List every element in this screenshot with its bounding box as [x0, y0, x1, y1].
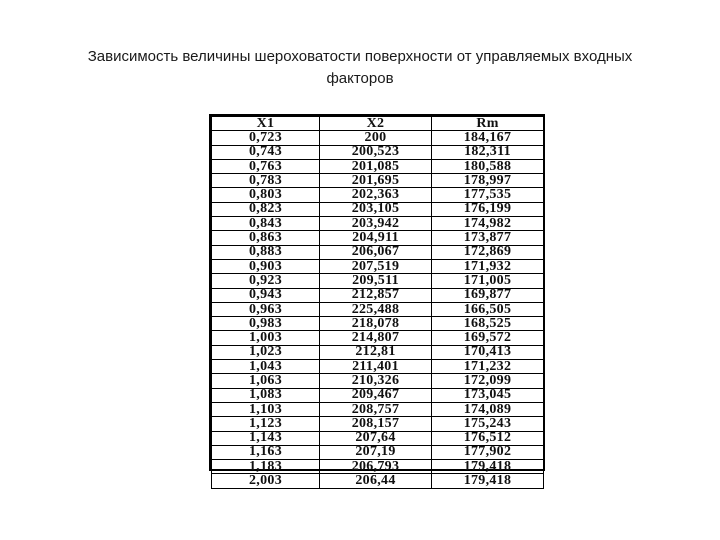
- table-row: [212, 360, 544, 374]
- table-cell-rm: 180,588: [432, 159, 544, 173]
- table-cell-x2: 203,105: [320, 202, 432, 216]
- table-cell-x2: 207,519: [320, 259, 432, 273]
- table-header: [212, 117, 544, 131]
- table-header-row: [212, 117, 544, 131]
- table-row: [212, 460, 544, 474]
- table-row: [212, 259, 544, 273]
- table-cell-rm: 171,232: [432, 360, 544, 374]
- table-cell-rm: 166,505: [432, 302, 544, 316]
- table-cell-x1: 1,043: [212, 360, 320, 374]
- table-cell-x2: 210,326: [320, 374, 432, 388]
- table-row: [212, 388, 544, 402]
- table-cell-rm: 174,982: [432, 217, 544, 231]
- table-row: [212, 402, 544, 416]
- table-cell-x2: 200,523: [320, 145, 432, 159]
- column-header-x2: X2: [320, 117, 432, 131]
- table-cell-x2: 201,695: [320, 174, 432, 188]
- table-cell-rm: 176,199: [432, 202, 544, 216]
- table-cell-x1: 0,923: [212, 274, 320, 288]
- table-cell-x1: 0,863: [212, 231, 320, 245]
- table-cell-rm: 169,877: [432, 288, 544, 302]
- table-cell-rm: 184,167: [432, 131, 544, 145]
- table-cell-x1: 1,083: [212, 388, 320, 402]
- table-cell-rm: 171,005: [432, 274, 544, 288]
- table-cell-rm: 173,045: [432, 388, 544, 402]
- table-cell-x2: 202,363: [320, 188, 432, 202]
- table-row: [212, 288, 544, 302]
- table-cell-x2: 214,807: [320, 331, 432, 345]
- table-cell-x2: 225,488: [320, 302, 432, 316]
- table-cell-x2: 218,078: [320, 317, 432, 331]
- table-cell-x2: 209,467: [320, 388, 432, 402]
- table-cell-x1: 1,143: [212, 431, 320, 445]
- table-cell-x2: 211,401: [320, 360, 432, 374]
- table-cell-rm: 177,535: [432, 188, 544, 202]
- table-cell-x2: 203,942: [320, 217, 432, 231]
- table-row: [212, 217, 544, 231]
- table-cell-x1: 0,883: [212, 245, 320, 259]
- table-row: [212, 159, 544, 173]
- table-cell-rm: 179,418: [432, 460, 544, 474]
- table-cell-x2: 204,911: [320, 231, 432, 245]
- table-row: [212, 274, 544, 288]
- table-cell-x1: 0,743: [212, 145, 320, 159]
- table-cell-x1: 0,723: [212, 131, 320, 145]
- table-cell-rm: 179,418: [432, 474, 544, 488]
- table-cell-rm: 174,089: [432, 402, 544, 416]
- table-cell-x1: 1,183: [212, 460, 320, 474]
- table-row: [212, 231, 544, 245]
- table-cell-rm: 178,997: [432, 174, 544, 188]
- table-cell-x1: 0,843: [212, 217, 320, 231]
- table-cell-x1: 0,983: [212, 317, 320, 331]
- data-table: [211, 116, 544, 489]
- table-body: [212, 131, 544, 488]
- table-row: [212, 474, 544, 488]
- table-row: [212, 188, 544, 202]
- table-row: [212, 145, 544, 159]
- page-title-line-2: факторов: [326, 70, 394, 87]
- table-cell-x1: 0,783: [212, 174, 320, 188]
- table-row: [212, 202, 544, 216]
- table-cell-rm: 170,413: [432, 345, 544, 359]
- table-cell-rm: 169,572: [432, 331, 544, 345]
- table-cell-x1: 1,063: [212, 374, 320, 388]
- table-row: [212, 174, 544, 188]
- table-cell-rm: 182,311: [432, 145, 544, 159]
- page-title: [40, 46, 680, 90]
- table-row: [212, 131, 544, 145]
- table-cell-x2: 208,757: [320, 402, 432, 416]
- table-row: [212, 374, 544, 388]
- table-cell-rm: 171,932: [432, 259, 544, 273]
- table-row: [212, 431, 544, 445]
- column-header-x1: X1: [212, 117, 320, 131]
- table-row: [212, 245, 544, 259]
- table-cell-x1: 0,803: [212, 188, 320, 202]
- table-row: [212, 331, 544, 345]
- table-cell-rm: 175,243: [432, 417, 544, 431]
- table-row: [212, 445, 544, 459]
- table-cell-x1: 1,123: [212, 417, 320, 431]
- table-cell-x2: 206,067: [320, 245, 432, 259]
- table-row: [212, 417, 544, 431]
- table-row: [212, 302, 544, 316]
- table-cell-x1: 2,003: [212, 474, 320, 488]
- table-cell-x2: 206,44: [320, 474, 432, 488]
- table-cell-x1: 1,023: [212, 345, 320, 359]
- table-cell-x2: 201,085: [320, 159, 432, 173]
- table-cell-rm: 176,512: [432, 431, 544, 445]
- table-cell-x1: 0,903: [212, 259, 320, 273]
- table-cell-x1: 0,943: [212, 288, 320, 302]
- table-cell-x2: 208,157: [320, 417, 432, 431]
- table-cell-x2: 212,81: [320, 345, 432, 359]
- table-cell-x2: 207,19: [320, 445, 432, 459]
- table-cell-rm: 172,869: [432, 245, 544, 259]
- table-cell-x1: 1,163: [212, 445, 320, 459]
- table-cell-x1: 1,103: [212, 402, 320, 416]
- table-cell-x1: 0,823: [212, 202, 320, 216]
- table-cell-x2: 206,793: [320, 460, 432, 474]
- table-cell-x2: 212,857: [320, 288, 432, 302]
- table-cell-x1: 0,963: [212, 302, 320, 316]
- table-cell-rm: 168,525: [432, 317, 544, 331]
- table-cell-x1: 1,003: [212, 331, 320, 345]
- table-cell-x2: 207,64: [320, 431, 432, 445]
- table-cell-rm: 177,902: [432, 445, 544, 459]
- page-title-line-1: Зависимость величины шероховатости поверхности от управляемых входных: [87, 48, 633, 65]
- table-cell-rm: 172,099: [432, 374, 544, 388]
- table-row: [212, 317, 544, 331]
- table-cell-x2: 200: [320, 131, 432, 145]
- table-row: [212, 345, 544, 359]
- table-cell-rm: 173,877: [432, 231, 544, 245]
- column-header-rm: Rm: [432, 117, 544, 131]
- table-cell-x1: 0,763: [212, 159, 320, 173]
- data-table-container: [209, 114, 545, 489]
- table-cell-x2: 209,511: [320, 274, 432, 288]
